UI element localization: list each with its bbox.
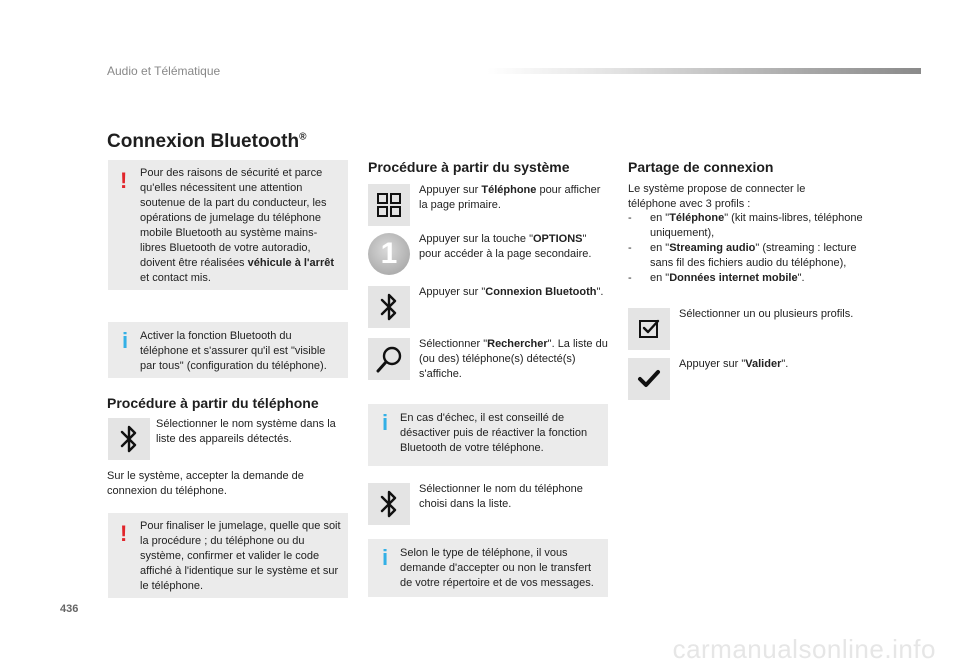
info-text: En cas d'échec, il est conseillé de désactiver puis de réactiver la fonction Bluetooth de votre téléphone. — [400, 412, 588, 454]
warning-text: Pour des raisons de sécurité et parce qu'elles nécessitent une attention soutenue de la part du conducteur, les opérations de jumelage du téléphone mobile Bluetooth au système mains-libres Bluetooth de votre autoradio, doivent être réalisées véhicule à l'arrêt et contact mis. — [140, 167, 335, 284]
list-item: - en "Streaming audio" (streaming : lecture sans fil des fichiers audio du téléphone), — [628, 241, 876, 271]
checkbox-icon — [638, 318, 660, 340]
phone-step-accept: Sur le système, accepter la demande de connexion du téléphone. — [107, 470, 304, 497]
watermark: carmanualsonline.info — [672, 634, 936, 664]
header-gradient-bar — [487, 68, 921, 74]
bluetooth-icon — [118, 424, 140, 454]
warning-icon: ! — [120, 168, 128, 193]
bluetooth-icon-box — [108, 418, 150, 460]
system-step-select-phone: Sélectionner le nom du téléphone choisi dans la liste. — [419, 483, 583, 510]
info-text: Selon le type de téléphone, il vous demande d'accepter ou non le transfert de votre répertoire et de vos messages. — [400, 547, 594, 589]
info-icon: i — [382, 545, 389, 570]
system-step-telephone: Appuyer sur Téléphone pour afficher la page primaire. — [419, 184, 601, 211]
phone-menu-icon-box — [368, 184, 410, 226]
page-number: 436 — [60, 603, 79, 615]
phone-step-select: Sélectionner le nom système dans la liste des appareils détectés. — [156, 418, 336, 445]
system-step-connexion: Appuyer sur "Connexion Bluetooth". — [419, 286, 604, 298]
system-step-search: Sélectionner "Rechercher". La liste du (ou des) téléphone(s) détecté(s) s'affiche. — [419, 338, 608, 380]
warning-text: Pour finaliser le jumelage, quelle que soit la procédure ; du téléphone ou du système, confirmer et valider le code affiché à l'identique sur le système et sur le téléphone. — [140, 520, 341, 592]
checkbox-icon-box — [628, 308, 670, 350]
registered-mark: ® — [299, 131, 307, 143]
sharing-intro: Le système propose de connecter le téléphone avec 3 profils : — [628, 183, 806, 210]
list-item: - en "Téléphone" (kit mains-libres, téléphone uniquement), — [628, 211, 876, 241]
checkmark-icon — [637, 368, 661, 390]
bluetooth-icon — [378, 489, 400, 519]
grid-icon — [376, 192, 402, 218]
info-text: Activer la fonction Bluetooth du téléphone et s'assurer qu'il est "visible par tous" (configuration du téléphone). — [140, 330, 327, 372]
bluetooth-icon-box — [368, 286, 410, 328]
section-title-phone: Procédure à partir du téléphone — [107, 395, 319, 411]
warning-icon: ! — [120, 521, 128, 546]
step-number-badge: 1 — [368, 233, 410, 275]
bluetooth-icon-box — [368, 483, 410, 525]
header-title: Audio et Télématique — [107, 64, 221, 78]
section-title-system: Procédure à partir du système — [368, 159, 570, 175]
warning-box — [108, 513, 348, 598]
page-title: Connexion Bluetooth® — [107, 131, 307, 152]
system-step-options: Appuyer sur la touche "OPTIONS" pour accéder à la page secondaire. — [419, 233, 592, 260]
section-title-sharing: Partage de connexion — [628, 159, 774, 175]
info-box — [368, 539, 608, 597]
info-box — [368, 404, 608, 466]
info-box — [108, 322, 348, 378]
validate-icon-box — [628, 358, 670, 400]
profile-list — [628, 211, 876, 286]
warning-box — [108, 160, 348, 290]
bluetooth-icon — [378, 292, 400, 322]
search-icon-box — [368, 338, 410, 380]
sharing-step-validate: Appuyer sur "Valider". — [679, 358, 789, 370]
info-icon: i — [382, 410, 389, 435]
search-icon — [374, 344, 404, 374]
list-item: - en "Données internet mobile". — [628, 271, 876, 286]
info-icon: i — [122, 328, 129, 353]
sharing-step-select: Sélectionner un ou plusieurs profils. — [679, 308, 854, 320]
